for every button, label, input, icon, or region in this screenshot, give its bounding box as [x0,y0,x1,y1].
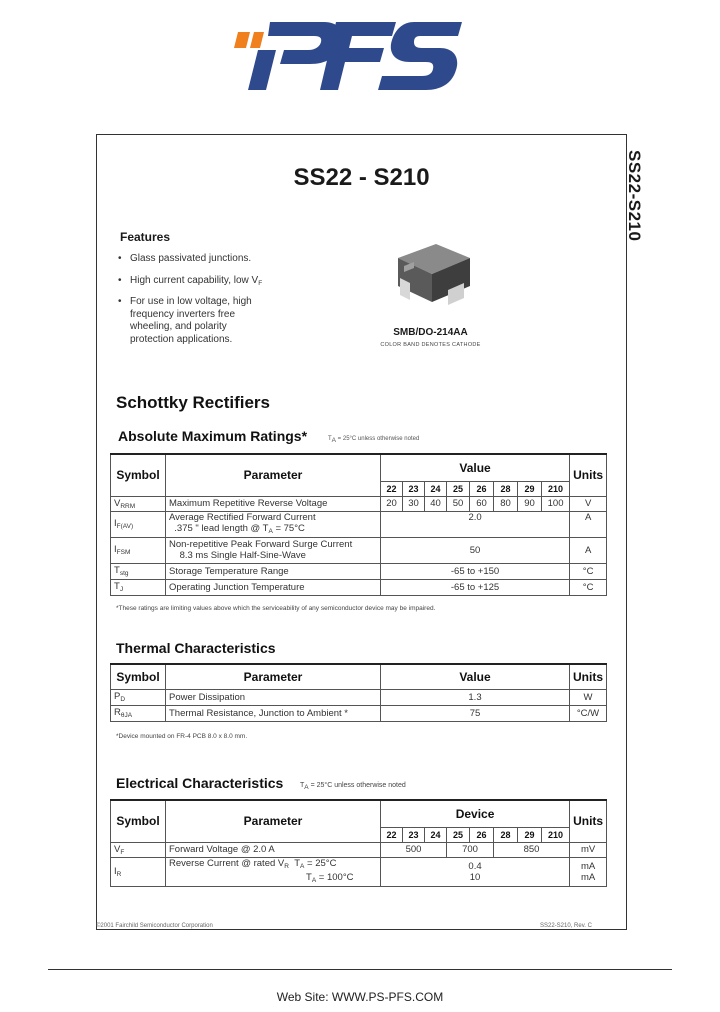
absolute-max-heading: Absolute Maximum Ratings* [118,428,308,444]
table-row: $I_{FSM}$ Non-repetitive Peak Forward Surge Current 8.3 ms Single Half-Sine-Wave 50 A [111,537,607,563]
col-symbol: Symbol [111,454,166,496]
thermal-heading: Thermal Characteristics [116,640,276,656]
electrical-note: TA = 25°C unless otherwise noted [300,782,406,791]
device-col: 210 [542,481,570,496]
table-row: $T_{stg}$ Storage Temperature Range -65 to +150 °C [111,563,607,579]
device-col: 26 [470,827,494,842]
absolute-max-note: TA = 25°C unless otherwise noted [328,436,420,444]
device-col: 210 [542,827,570,842]
col-units: Units [570,800,607,842]
electrical-heading: Electrical Characteristics [116,775,284,791]
pfs-logo [228,18,464,96]
table-row: $P_D$ Power Dissipation 1.3 W [111,689,607,705]
absolute-max-footnote: *These ratings are limiting values above which the serviceability of any semiconductor device may be impaired. [116,605,436,612]
col-symbol: Symbol [111,664,166,689]
features-heading: Features [120,230,171,244]
col-units: Units [570,454,607,496]
device-col: 22 [381,481,403,496]
col-parameter: Parameter [166,454,381,496]
device-col: 25 [447,481,470,496]
table-row: $R_{\theta JA}$ Thermal Resistance, Junction to Ambient * 75 °C/W [111,705,607,721]
device-col: 25 [447,827,470,842]
section-title: Schottky Rectifiers [116,393,270,412]
device-col: 28 [494,827,518,842]
thermal-table [110,663,607,722]
col-device: Device [381,800,570,827]
footer-revision: SS22-S210, Rev. C [540,923,592,929]
package-label: SMB/DO-214AA [393,327,468,338]
col-symbol: Symbol [111,800,166,842]
divider [48,969,672,970]
page-title: SS22 - S210 [293,164,430,191]
device-col: 28 [494,481,518,496]
thermal-footnote: *Device mounted on FR-4 PCB 8.0 x 8.0 mm. [116,733,248,740]
col-value: Value [381,454,570,481]
device-col: 26 [470,481,494,496]
col-units: Units [570,664,607,689]
device-col: 24 [425,827,447,842]
feature-item: • For use in low voltage, high frequency inverters free wheeling, and polarity protection applications. [118,296,252,345]
table-row: $V_{RRM}$ Maximum Repetitive Reverse Voltage 20 30 40 50 60 80 90 100 V [111,496,607,511]
device-col: 29 [518,827,542,842]
table-row: $I_R$ Reverse Current @ rated $V_R$ $T_A = 25^\circ C$ $T_A = 100^\circ C$ 0.4 10 mA mA [111,857,607,886]
table-row: $V_F$ Forward Voltage @ 2.0 A 500 700 850 mV [111,842,607,857]
absolute-max-table [110,453,607,596]
website-link[interactable]: Web Site: WWW.PS-PFS.COM [276,990,444,1004]
table-row: $T_J$ Operating Junction Temperature -65 to +125 °C [111,579,607,595]
feature-item: • High current capability, low $V_F$ [118,275,263,287]
device-col: 23 [403,481,425,496]
device-col: 23 [403,827,425,842]
feature-item: • Glass passivated junctions. [118,253,252,264]
col-parameter: Parameter [166,800,381,842]
col-value: Value [381,664,570,689]
smb-package-image [390,240,474,320]
device-col: 24 [425,481,447,496]
device-col: 29 [518,481,542,496]
package-note: COLOR BAND DENOTES CATHODE [380,342,481,348]
table-row: $I_{F(AV)}$ Average Rectified Forward Current .375 " lead length @ $T_A = 75^\circ C$ 2.0 A [111,511,607,537]
side-part-number: SS22-S210 [625,150,644,242]
footer-copyright: ©2001 Fairchild Semiconductor Corporation [96,923,213,929]
electrical-table [110,799,607,887]
device-col: 22 [381,827,403,842]
col-parameter: Parameter [166,664,381,689]
